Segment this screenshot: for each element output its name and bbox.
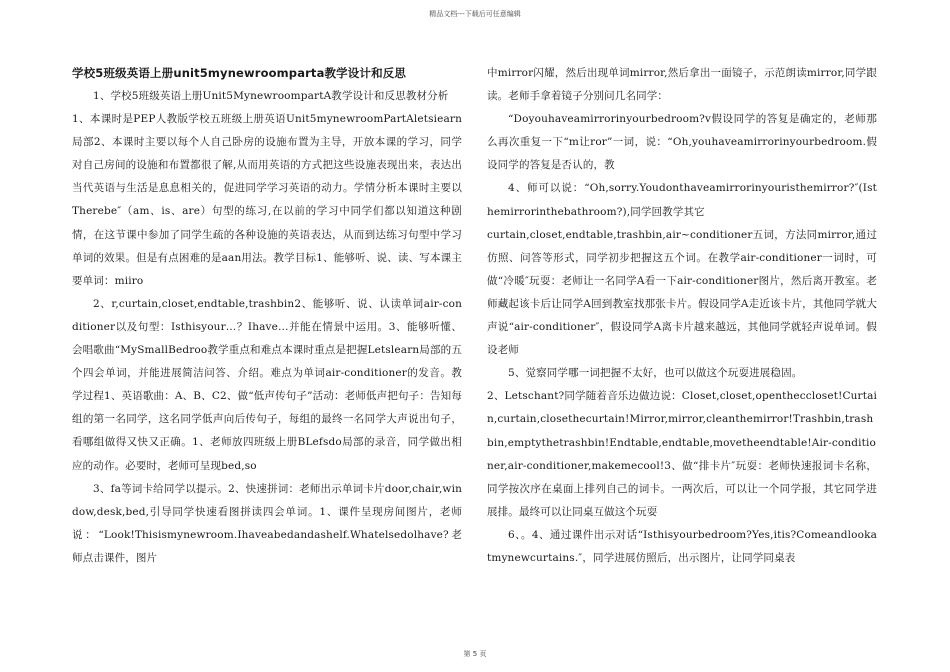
document-title: 学校5班级英语上册unit5mynewroomparta教学设计和反思	[72, 66, 407, 80]
paragraph: 2、r,curtain,closet,endtable,trashbin2、能够听、说、认读单词air-conditioner以及句型：Isthisyour…？Ihave…并能在情景中运用。3、能够听懂、会唱歌曲“MySmallBedroo教学重点和难点本课时重点是把握Letslearn局部的五个四会单词，并能进展简洁问答、介绍。难点为单词air-conditioner的发音。教学过程1、英语歌曲：A、B、C2、做“低声传句子”活动：老师低声把句子：告知每组的第一名同学，这名同学低声向后传句子，每组的最终一名同学大声说出句子，看哪组做得又快又正确。1、老师放四班级上册BLefsdo局部的录音，同学做出相应的动作。必要时，老师可呈现bed,so	[72, 297, 462, 472]
paragraph: 2、Letschant?同学随着音乐边做边说：Closet,closet,opentheccloset!Curtain,curtain,closethecurtain!Mirror,mirror,cleanthemirror!Trashbin,trashbin,emptythetrashbin!Endtable,endtable,movetheendtable!Air-conditioner,air-conditioner,makemecool!3、做“排卡片″玩耍：老师快速报词卡名称，同学按次序在桌面上排列自己的词卡。一两次后，可以让一个同学报，其它同学进展排。最终可以让同桌互做这个玩耍	[487, 390, 877, 518]
paragraph: 4、师可以说：“Oh,sorry.Youdonthaveamirrorinyouristhemirror?″(Isthemirrorinthebathroom?),同学回教学其它	[487, 182, 877, 218]
paragraph: 6、。4、通过课件出示对话“Isthisyourbedroom?Yes,itis?Comeandlookatmynewcurtains.″，同学进展仿照后，出示图片，让同学同桌表	[487, 528, 877, 564]
page-number: 第 5 页	[463, 650, 487, 658]
paragraph: 3、fa等词卡给同学以提示。2、快速拼词：老师出示单词卡片door,chair,window,desk,bed,引导同学快速看图拼读四会单词。1、课件呈现房间图片，老师说：“Look!Thisismynewroom.Ihaveabedandashelf.Whatelsedolhave?老师点击课件，图片	[72, 482, 462, 564]
paragraph: 中mirror闪耀，然后出现单词mirror,然后拿出一面镜子，示范朗读mirror,同学跟读。老师手拿着镜子分别问几名同学：	[487, 67, 877, 103]
paragraph: 5、觉察同学哪一词把握不太好，也可以做这个玩耍进展稳固。	[508, 367, 803, 380]
paragraph: 1、学校5班级英语上册Unit5MynewroompartA教学设计和反思教材分析	[93, 90, 449, 102]
right-column	[487, 62, 877, 570]
paragraph: curtain,closet,endtable,trashbin,air~conditioner五词，方法同mirror,通过仿照、问答等形式，同学初步把握这五个词。在教学air-conditioner一词时，可做“冷暖″玩耍：老师让一名同学A看一下air-conditioner图片，然后离开教室。老师藏起该卡后让同学A回到教室找那张卡片。假设同学A走近该卡片，其他同学就大声说“air-conditioner″，假设同学A离卡片越来越远，其他同学就轻声说单词。假设老师	[487, 228, 877, 357]
paragraph: 1、本课时是PEP人教版学校五班级上册英语Unit5mynewroomPartAletsiearn局部2、本课时主要以每个人自己卧房的设施布置为主导，开放本课的学习，同学对自己房间的设施和布置都很了解,从而用英语的方式把这些设施表现出来，表达出当代英语与生活是息息相关的，促进同学学习英语的动力。学情分析本课时主要以Therebe″（am、is、are）句型的练习,在以前的学习中同学们都以知道这种剧情，在这节课中参加了同学生疏的各种设施的英语表达，从而到达练习句型中学习单词的效果。但是有点困难的是aan用法。教学目标1、能够听、说、读、写本课主要单词：miiro	[72, 113, 462, 287]
header-note: 精品文档---下载后可任意编辑	[429, 10, 521, 18]
paragraph: “Doyouhaveamirrorinyourbedroom?v假设同学的答复是确定的，老师那么再次重复一下“m让ror”一词，说：“Oh,youhaveamirrorinyourbedroom.假设同学的答复是否认的，教	[487, 113, 877, 172]
left-column	[72, 62, 462, 570]
